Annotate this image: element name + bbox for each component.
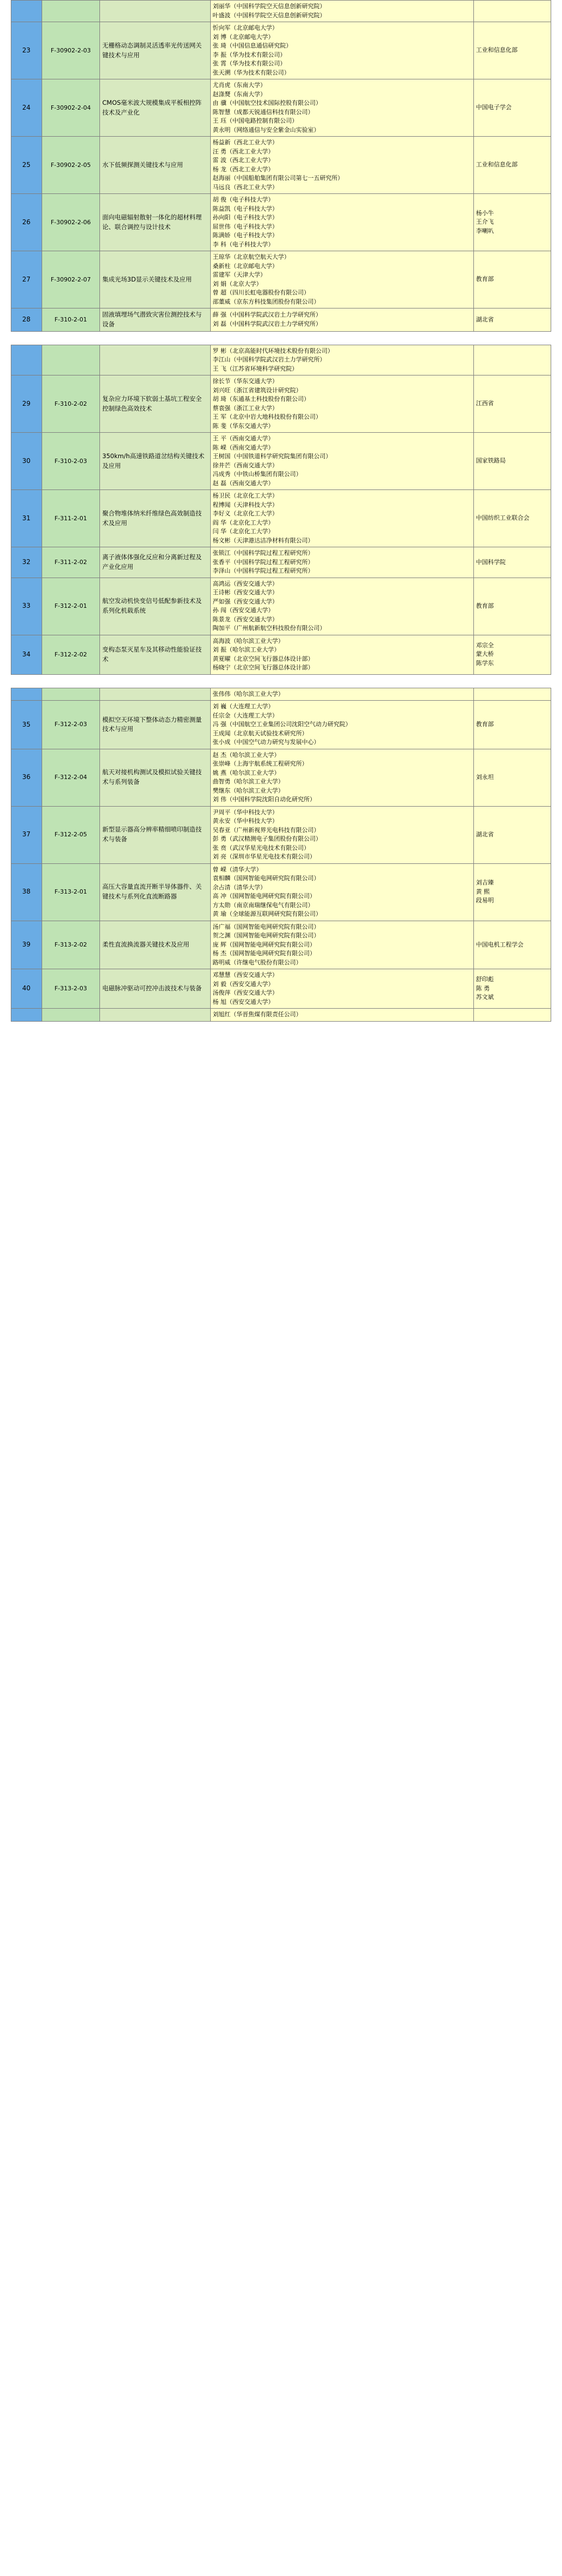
- cell-project-title: [100, 688, 210, 701]
- cell-serial-number: 26: [11, 194, 42, 251]
- contributor-entry: 杨 杰（国网智能电网研究院有限公司）: [212, 950, 316, 957]
- contributor-entry: 刘 娟（北京大学）: [212, 280, 262, 287]
- cell-recommending-unit: [473, 375, 551, 433]
- cell-serial-number: 40: [11, 969, 42, 1009]
- cell-contributors: [210, 969, 473, 1009]
- contributor-entry: 刘兴旺（浙江省建筑设计研究院）: [212, 386, 302, 394]
- contributor-entry: 张香平（中国科学院过程工程研究所）: [212, 558, 314, 566]
- recommending-unit-line: 陈学东: [476, 659, 494, 667]
- cell-project-code: F-30902-2-07: [42, 251, 100, 308]
- document-page: [0, 0, 562, 1022]
- cell-recommending-unit: [473, 433, 551, 490]
- contributor-entry: 阎 华（北京化工大学）: [212, 519, 274, 526]
- cell-project-title: 水下低频探测关键技术与应用: [100, 137, 210, 194]
- cell-project-title: [100, 1, 210, 22]
- contributor-entry: 汤广福（国网智能电网研究院有限公司）: [212, 923, 320, 930]
- contributor-entry: 叶盛波（中国科学院空天信息创新研究院）: [212, 11, 326, 19]
- cell-project-title: CMOS毫米波大规模集成平板相控阵技术及产业化: [100, 79, 210, 137]
- recommending-unit-line: 教育部: [476, 276, 494, 283]
- cell-serial-number: [11, 345, 42, 375]
- cell-project-title: 柔性直流换流器关键技术及应用: [100, 921, 210, 969]
- contributor-entry: 胡 俊（电子科技大学）: [212, 196, 274, 203]
- contributor-entry: 徐井芒（西南交通大学）: [212, 461, 278, 469]
- cell-recommending-unit: [473, 863, 551, 921]
- cell-serial-number: 38: [11, 863, 42, 921]
- contributor-entry: 冯成秀（中铁山桥集团有限公司）: [212, 471, 302, 478]
- contributor-entry: 张 霄（华为技术有限公司）: [212, 60, 286, 67]
- recommending-unit-line: 工业和信息化部: [476, 161, 518, 169]
- cell-project-title: [100, 345, 210, 375]
- cell-project-title: 面向电磁辐射散射一体化的超材料理论、联合调控与设计技术: [100, 194, 210, 251]
- contributor-entry: 赵 杰（哈尔滨工业大学）: [212, 751, 280, 759]
- contributor-entry: 孙向阳（电子科技大学）: [212, 214, 278, 221]
- contributor-entry: 雷建军（天津大学）: [212, 271, 266, 278]
- contributor-entry: 吴春亚（广州新视界光电科技有限公司）: [212, 826, 320, 834]
- contributor-entry: 李泽山（中国科学院过程工程研究所）: [212, 567, 314, 575]
- cell-project-code: [42, 688, 100, 701]
- cell-contributors: [210, 635, 473, 674]
- cell-project-title: 电磁脉冲驱动可控冲击波技术与装备: [100, 969, 210, 1009]
- contributor-entry: 王 珏（中国电路控制有限公司）: [212, 117, 298, 124]
- contributor-entry: 张 贲（武汉华星光电技术有限公司）: [212, 844, 310, 851]
- cell-project-title: 航空发动机快变信号低配参新技术及系列化机载系统: [100, 578, 210, 635]
- cell-project-code: F-30902-2-04: [42, 79, 100, 137]
- table-row: [11, 308, 551, 332]
- cell-project-title: 聚合物堆体纳米纤维绿色高效制造技术及应用: [100, 490, 210, 547]
- table-row: [11, 1, 551, 22]
- cell-contributors: [210, 1009, 473, 1022]
- contributor-entry: 闫 华（北京化工大学）: [212, 528, 274, 535]
- cell-serial-number: 24: [11, 79, 42, 137]
- recommending-unit-line: 李喇叭: [476, 227, 494, 234]
- contributor-entry: 陈 嵘（西南交通大学）: [212, 444, 274, 451]
- contributor-entry: 胡 琦（东通基土科技股份有限公司）: [212, 395, 310, 403]
- recommending-unit-line: 刘吉臻: [476, 879, 494, 887]
- table-row: [11, 806, 551, 863]
- cell-serial-number: 34: [11, 635, 42, 674]
- cell-project-code: F-310-2-02: [42, 375, 100, 433]
- cell-recommending-unit: [473, 578, 551, 635]
- contributor-entry: 王树国（中国铁道科学研究院集团有限公司）: [212, 453, 332, 460]
- contributor-entry: 方太勋（南京南瑞继保电气有限公司）: [212, 901, 314, 909]
- cell-recommending-unit: [473, 194, 551, 251]
- table-row: [11, 863, 551, 921]
- contributor-entry: 陈益凯（电子科技大学）: [212, 205, 278, 212]
- cell-project-code: F-312-2-05: [42, 806, 100, 863]
- contributor-entry: 薛 强（中国科学院武汉岩土力学研究所）: [212, 311, 322, 319]
- cell-recommending-unit: [473, 22, 551, 79]
- contributor-entry: 李 科（电子科技大学）: [212, 240, 274, 248]
- contributor-entry: 杨卫民（北京化工大学）: [212, 492, 278, 500]
- contributor-entry: 张小成（中国空气动力研究与发展中心）: [212, 739, 320, 746]
- cell-contributors: [210, 375, 473, 433]
- contributor-entry: 张 琦（中国信息通信研究院）: [212, 42, 292, 49]
- contributor-entry: 赵 磊（西南交通大学）: [212, 479, 274, 487]
- contributor-entry: 路明威（许继电气股份有限公司）: [212, 958, 302, 966]
- recommending-unit-line: 中国纺织工业联合会: [476, 514, 530, 522]
- cell-serial-number: 27: [11, 251, 42, 308]
- contributor-entry: 彭 勇（武汉精测电子集团股份有限公司）: [212, 835, 322, 843]
- contributor-entry: 樊继东（哈尔滨工业大学）: [212, 787, 284, 794]
- table-row: [11, 433, 551, 490]
- contributor-entry: 袁相麟（国网智能电网研究院有限公司）: [212, 875, 320, 882]
- cell-recommending-unit: [473, 969, 551, 1009]
- cell-recommending-unit: [473, 635, 551, 674]
- cell-recommending-unit: [473, 79, 551, 137]
- cell-contributors: [210, 688, 473, 701]
- recommending-unit-line: 中国电机工程学会: [476, 941, 524, 948]
- cell-recommending-unit: [473, 921, 551, 969]
- page-break-spacer: [0, 675, 562, 688]
- table-row: [11, 635, 551, 674]
- contributor-entry: 刘 磊（中国科学院武汉岩土力学研究所）: [212, 320, 322, 327]
- contributor-entry: 由 骥（中国航空技术国际控股有限公司）: [212, 99, 322, 106]
- cell-contributors: [210, 921, 473, 969]
- cell-recommending-unit: [473, 345, 551, 375]
- table-row: [11, 688, 551, 701]
- cell-serial-number: 36: [11, 749, 42, 806]
- cell-project-code: [42, 1009, 100, 1022]
- contributor-entry: 屈世伟（电子科技大学）: [212, 223, 278, 230]
- contributor-entry: 曾 超（四川长虹电器股份有限公司）: [212, 289, 310, 296]
- table-row: [11, 194, 551, 251]
- contributor-entry: 马远良（西北工业大学）: [212, 183, 278, 191]
- page-break-spacer: [0, 332, 562, 345]
- cell-project-title: 航天对接机构测试及模拟试验关键技术与系列装备: [100, 749, 210, 806]
- cell-serial-number: 39: [11, 921, 42, 969]
- contributor-entry: 刘 伟（中国科学院沈阳自动化研究所）: [212, 796, 316, 803]
- contributor-entry: 刘 毅（西安交通大学）: [212, 980, 274, 988]
- contributor-entry: 黄永明（网络通信与安全紫金山实验室）: [212, 126, 320, 133]
- cell-serial-number: 30: [11, 433, 42, 490]
- contributor-entry: 张崇峰（上海宇航系统工程研究所）: [212, 760, 308, 768]
- cell-recommending-unit: [473, 701, 551, 749]
- cell-contributors: [210, 251, 473, 308]
- contributor-entry: 冯 强（中国航空工业集团公司沈阳空气动力研究院）: [212, 721, 351, 728]
- recommending-unit-line: 教育部: [476, 602, 494, 609]
- contributor-entry: 尹周平（华中科技大学）: [212, 808, 278, 816]
- cell-project-code: F-313-2-03: [42, 969, 100, 1009]
- table-row: [11, 578, 551, 635]
- table-row: [11, 137, 551, 194]
- contributor-entry: 余占清（清华大学）: [212, 883, 266, 891]
- contributor-entry: 刘 博（北京邮电大学）: [212, 33, 274, 41]
- recommending-unit-line: 中国电子学会: [476, 104, 512, 111]
- contributor-entry: 刘 巍（大连理工大学）: [212, 703, 274, 710]
- cell-contributors: [210, 863, 473, 921]
- cell-project-code: F-30902-2-03: [42, 22, 100, 79]
- contributor-entry: 贺之渊（国网智能电网研究院有限公司）: [212, 932, 320, 940]
- contributor-entry: 王 飞（江苏省环境科学研究院）: [212, 365, 298, 372]
- cell-serial-number: [11, 688, 42, 701]
- award-project-tables: [0, 0, 562, 1022]
- recommending-unit-line: 黄 熙: [476, 888, 490, 895]
- contributor-entry: 程博闻（天津科技大学）: [212, 501, 278, 508]
- cell-recommending-unit: [473, 137, 551, 194]
- recommending-unit-line: 邓宗全: [476, 641, 494, 649]
- contributor-entry: 高海波（哈尔滨工业大学）: [212, 637, 284, 645]
- contributor-entry: 姚 燕（哈尔滨工业大学）: [212, 769, 280, 776]
- contributor-entry: 徐长节（华东交通大学）: [212, 378, 278, 385]
- cell-recommending-unit: [473, 1, 551, 22]
- cell-project-code: F-311-2-02: [42, 547, 100, 578]
- contributor-entry: 高鸿运（西安交通大学）: [212, 580, 278, 587]
- cell-project-title: 固液填埋场气潜致灾害位测控技术与设备: [100, 308, 210, 332]
- cell-contributors: [210, 701, 473, 749]
- cell-project-code: F-312-2-01: [42, 578, 100, 635]
- contributor-entry: 桑新柱（北京邮电大学）: [212, 262, 278, 270]
- contributor-entry: 杨 旭（西安交通大学）: [212, 998, 274, 1005]
- contributor-entry: 张天溯（华为技术有限公司）: [212, 69, 290, 76]
- cell-project-title: 复杂应力环境下软弱土基坑工程安全控制绿色高效技术: [100, 375, 210, 433]
- recommending-unit-line: 陈 勇: [476, 984, 490, 992]
- cell-project-code: F-312-2-02: [42, 635, 100, 674]
- recommending-unit-line: 刘永坦: [476, 773, 494, 781]
- cell-contributors: [210, 194, 473, 251]
- cell-recommending-unit: [473, 308, 551, 332]
- contributor-entry: 任宗金（大连理工大学）: [212, 712, 278, 719]
- cell-serial-number: 35: [11, 701, 42, 749]
- contributor-entry: 李 振（华为技术有限公司）: [212, 51, 286, 58]
- cell-project-code: F-30902-2-05: [42, 137, 100, 194]
- table-row: [11, 1009, 551, 1022]
- cell-serial-number: 25: [11, 137, 42, 194]
- cell-project-title: 模拟空天环境下整体动态力精密测量技术与应用: [100, 701, 210, 749]
- contributor-entry: 赵涤燹（东南大学）: [212, 90, 266, 98]
- recommending-unit-line: 湖北省: [476, 830, 494, 838]
- contributor-entry: 汪 勇（西北工业大学）: [212, 147, 274, 155]
- cell-project-title: 新型显示器高分辨率精细喷印制造技术与装备: [100, 806, 210, 863]
- cell-serial-number: [11, 1009, 42, 1022]
- contributor-entry: 邵董威（京东方科技集团股份有限公司）: [212, 298, 320, 305]
- table-row: [11, 375, 551, 433]
- cell-contributors: [210, 490, 473, 547]
- cell-project-code: F-313-2-01: [42, 863, 100, 921]
- recommending-unit-line: 中国科学院: [476, 558, 506, 566]
- cell-recommending-unit: [473, 490, 551, 547]
- contributor-entry: 杨 龙（西北工业大学）: [212, 165, 274, 173]
- contributor-entry: 尤肖虎（东南大学）: [212, 82, 266, 89]
- cell-contributors: [210, 749, 473, 806]
- contributor-entry: 陈 斐（华东交通大学）: [212, 422, 274, 430]
- cell-project-code: F-312-2-03: [42, 701, 100, 749]
- cell-project-code: [42, 1, 100, 22]
- cell-serial-number: 37: [11, 806, 42, 863]
- cell-contributors: [210, 1, 473, 22]
- cell-recommending-unit: [473, 749, 551, 806]
- contributor-entry: 王成闻（北京航天试验技术研究所）: [212, 729, 308, 737]
- cell-contributors: [210, 547, 473, 578]
- cell-project-title: 集成光场3D显示关键技术及应用: [100, 251, 210, 308]
- cell-project-title: 高压大容量直流开断半导体器件、关键技术与系列化直流断路器: [100, 863, 210, 921]
- contributor-entry: 庞 辉（国网智能电网研究院有限公司）: [212, 941, 316, 948]
- project-table: [11, 0, 551, 332]
- contributor-entry: 邓慧慧（西安交通大学）: [212, 971, 278, 979]
- contributor-entry: 王琼华（北京航空航天大学）: [212, 253, 290, 260]
- cell-recommending-unit: [473, 547, 551, 578]
- contributor-entry: 王诗彬（西安交通大学）: [212, 589, 278, 596]
- table-row: [11, 251, 551, 308]
- recommending-unit-line: 段易明: [476, 897, 494, 904]
- cell-project-code: F-310-2-03: [42, 433, 100, 490]
- contributor-entry: 陈智慧（成都天锐通信科技有限公司）: [212, 108, 314, 116]
- cell-contributors: [210, 806, 473, 863]
- table-row: [11, 547, 551, 578]
- recommending-unit-line: 江西省: [476, 400, 494, 407]
- recommending-unit-line: 王介飞: [476, 218, 494, 226]
- cell-project-title: 离子液体体强化反应和分离新过程及产业化应用: [100, 547, 210, 578]
- project-table: [11, 688, 551, 1022]
- contributor-entry: 杨文彬（天津港达洁净材料有限公司）: [212, 536, 314, 544]
- cell-contributors: [210, 433, 473, 490]
- recommending-unit-line: 苏文斌: [476, 994, 494, 1001]
- cell-contributors: [210, 79, 473, 137]
- contributor-entry: 刘 亮（深圳市华星光电技术有限公司）: [212, 853, 316, 861]
- cell-recommending-unit: [473, 806, 551, 863]
- cell-serial-number: 31: [11, 490, 42, 547]
- cell-project-title: 350km/h高速铁路道岔结构关键技术及应用: [100, 433, 210, 490]
- cell-project-title: 无栅格动态调制灵活透率光传送网关键技术与应用: [100, 22, 210, 79]
- recommending-unit-line: 杨小牛: [476, 209, 494, 217]
- recommending-unit-line: 国家铁路局: [476, 457, 506, 465]
- contributor-entry: 李江山（中国科学院武汉岩土力学研究所）: [212, 356, 326, 364]
- cell-serial-number: 29: [11, 375, 42, 433]
- contributor-entry: 高 冲（国网智能电网研究院有限公司）: [212, 893, 316, 900]
- table-row: [11, 22, 551, 79]
- project-table: [11, 345, 551, 675]
- contributor-entry: 黄 瑜（全球能源互联网研究院有限公司）: [212, 910, 322, 918]
- contributor-entry: 刘旭红（华晋焦煤有限责任公司）: [212, 1011, 302, 1018]
- contributor-entry: 忻向军（北京邮电大学）: [212, 24, 278, 31]
- cell-project-code: F-30902-2-06: [42, 194, 100, 251]
- contributor-entry: 陶加平（广州航新航空科技股份有限公司）: [212, 625, 326, 632]
- table-row: [11, 490, 551, 547]
- cell-project-title: 变构态泵灭星车及其移动性能验证技术: [100, 635, 210, 674]
- cell-serial-number: 23: [11, 22, 42, 79]
- contributor-entry: 李好义（北京化工大学）: [212, 510, 278, 518]
- cell-serial-number: [11, 1, 42, 22]
- cell-contributors: [210, 308, 473, 332]
- cell-recommending-unit: [473, 251, 551, 308]
- cell-contributors: [210, 578, 473, 635]
- contributor-entry: 王 军（北京中岩大地科技股份有限公司）: [212, 413, 322, 421]
- contributor-entry: 曾 嵘（清华大学）: [212, 866, 262, 873]
- contributor-entry: 蔡袁强（浙江工业大学）: [212, 404, 278, 412]
- recommending-unit-line: 舒印彪: [476, 976, 494, 983]
- contributor-entry: 张伟伟（哈尔滨工业大学）: [212, 690, 284, 697]
- recommending-unit-line: 湖北省: [476, 316, 494, 323]
- cell-contributors: [210, 137, 473, 194]
- contributor-entry: 王 平（西南交通大学）: [212, 435, 274, 442]
- cell-recommending-unit: [473, 1009, 551, 1022]
- contributor-entry: 杨晓宁（北京空间飞行器总体设计部）: [212, 664, 314, 672]
- cell-serial-number: 32: [11, 547, 42, 578]
- table-row: [11, 701, 551, 749]
- recommending-unit-line: 工业和信息化部: [476, 46, 518, 54]
- contributor-entry: 罗 彬（北京高能时代环境技术股份有限公司）: [212, 347, 333, 354]
- cell-project-code: [42, 345, 100, 375]
- contributor-entry: 杨益新（西北工业大学）: [212, 139, 278, 146]
- cell-recommending-unit: [473, 688, 551, 701]
- cell-project-code: F-313-2-02: [42, 921, 100, 969]
- table-row: [11, 749, 551, 806]
- contributor-entry: 孙 闯（西安交通大学）: [212, 607, 274, 614]
- contributor-entry: 刘 振（哈尔滨工业大学）: [212, 646, 280, 654]
- contributor-entry: 雷 波（西北工业大学）: [212, 157, 274, 164]
- recommending-unit-line: 蒙大桥: [476, 650, 494, 658]
- cell-project-title: [100, 1009, 210, 1022]
- cell-project-code: F-310-2-01: [42, 308, 100, 332]
- contributor-entry: 张锁江（中国科学院过程工程研究所）: [212, 549, 314, 557]
- cell-project-code: F-312-2-04: [42, 749, 100, 806]
- contributor-entry: 曲智勇（哈尔滨工业大学）: [212, 778, 284, 786]
- cell-contributors: [210, 345, 473, 375]
- contributor-entry: 陈满娇（电子科技大学）: [212, 232, 278, 239]
- cell-contributors: [210, 22, 473, 79]
- contributor-entry: 汤俊萍（西安交通大学）: [212, 989, 278, 997]
- cell-project-code: F-311-2-01: [42, 490, 100, 547]
- contributor-entry: 黄夏曜（北京空间飞行器总体设计部）: [212, 655, 314, 662]
- contributor-entry: 刘丽华（中国科学院空天信息创新研究院）: [212, 3, 326, 10]
- contributor-entry: 严如强（西安交通大学）: [212, 598, 278, 605]
- recommending-unit-line: 教育部: [476, 721, 494, 728]
- table-row: [11, 345, 551, 375]
- table-row: [11, 921, 551, 969]
- contributor-entry: 陈景龙（西安交通大学）: [212, 615, 278, 623]
- contributor-entry: 黄永安（华中科技大学）: [212, 817, 278, 825]
- table-row: [11, 79, 551, 137]
- cell-serial-number: 28: [11, 308, 42, 332]
- cell-serial-number: 33: [11, 578, 42, 635]
- table-row: [11, 969, 551, 1009]
- contributor-entry: 赵海丽（中国船舶集团有限公司第七一五研究所）: [212, 175, 344, 182]
